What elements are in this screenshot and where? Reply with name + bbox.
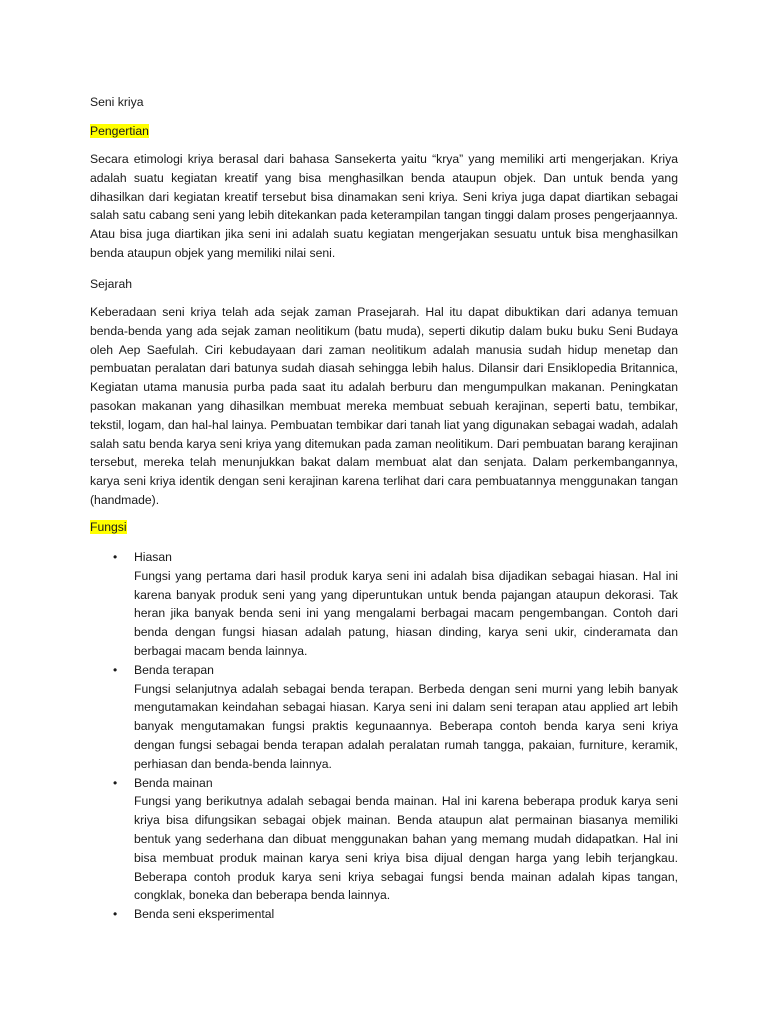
fungsi-bullet-list [90,548,678,924]
bullet-icon: • [113,662,118,677]
list-item [90,548,678,661]
section-heading-fungsi [90,518,127,536]
list-item-title: Hiasan [134,550,172,564]
list-item-text: Fungsi yang berikutnya adalah sebagai benda mainan. Hal ini karena beberapa produk karya seni kriya bisa difungsikan sebagai objek mainan. Benda ataupun alat permainan biasanya memiliki bentuk yang sederhana dan dibuat menggunakan bahan yang memang mudah didapatkan. Hal ini bisa membuat produk mainan karya seni kriya bisa dijual dengan harga yang lebih terjangkau. Beberapa contoh produk karya seni kriya sebagai fungsi benda mainan adalah kipas tangan, congklak, boneka dan beberapa benda lainnya. [134,794,678,903]
list-item-title: Benda terapan [134,662,214,677]
list-item-title: Benda seni eksperimental [134,907,275,922]
paragraph-pengertian: Secara etimologi kriya berasal dari bahasa Sansekerta yaitu “krya” yang memiliki arti mengerjakan. Kriya adalah suatu kegiatan kreatif yang bisa menghasilkan benda ataupun objek. Dan untuk benda yang dihasilkan dari kegiatan kreatif tersebut bisa dinamakan seni kriya. Seni kriya juga dapat diartikan sebagai salah satu cabang seni yang lebih ditekankan pada keterampilan tangan tinggi dalam proses pengerjaannya. Atau bisa juga diartikan jika seni ini adalah suatu kegiatan mengerjakan sesuatu untuk bisa menghasilkan benda ataupun objek yang memiliki nilai seni. [90,152,678,260]
list-item-text: Fungsi yang pertama dari hasil produk karya seni ini adalah bisa dijadikan sebagai hiasan. Hal ini karena banyak produk seni yang yang diperuntukan untuk benda pajangan ataupun dekorasi. Tak heran jika banyak benda seni ini yang mengalami berbagai macam pengembangan. Contoh dari benda dengan fungsi hiasan adalah patung, hiasan dinding, karya seni ukir, cinderamata dan berbagai macam benda lainnya. [134,568,678,658]
list-item-text: Fungsi selanjutnya adalah sebagai benda terapan. Berbeda dengan seni murni yang lebih banyak mengutamakan keindahan sebagai hiasan. Karya seni ini dalam seni terapan atau applied art lebih banyak mengutamakan fungsi praktis kegunaannya. Beberapa contoh benda karya seni kriya dengan fungsi sebagai benda terapan adalah peralatan rumah tangga, pakaian, furniture, keramik, perhiasan dan benda-benda lainnya. [134,681,678,771]
section-heading-sejarah: Sejarah [90,277,133,291]
list-item [90,774,678,906]
bullet-icon: • [113,550,118,564]
list-item [90,905,678,924]
heading-highlight: Fungsi [90,520,127,534]
section-heading-pengertian [90,122,149,140]
list-item [90,661,678,774]
document-title: Seni kriya [90,95,144,109]
bullet-icon: • [113,907,118,922]
list-item-title: Benda mainan [134,775,213,790]
heading-highlight: Pengertian [90,124,149,138]
paragraph-sejarah: Keberadaan seni kriya telah ada sejak zaman Prasejarah. Hal itu dapat dibuktikan dari adanya temuan benda-benda yang ada sejak zaman neolitikum (batu muda), seperti dikutip dalam buku buku Seni Budaya oleh Aep Saefulah. Ciri kebudayaan dari zaman neolitikum adalah manusia sudah hidup menetap dan pembuatan peralatan dari batunya sudah diasah sehingga lebih halus. Dilansir dari Ensiklopedia Britannica, Kegiatan utama manusia purba pada saat itu adalah berburu dan mengumpulkan makanan. Peningkatan pasokan makanan yang dihasilkan membuat mereka membuat sebuah kerajinan, seperti batu, tembikar, tekstil, logam, dan hal-hal lainya. Pembuatan tembikar dari tanah liat yang digunakan sebagai wadah, adalah salah satu benda karya seni kriya yang ditemukan pada zaman neolitikum. Dari pembuatan barang kerajinan tersebut, mereka telah menunjukkan bakat dalam membuat alat dan senjata. Dalam perkembangannya, karya seni kriya identik dengan seni kerajinan karena terlihat dari cara pembuatannya menggunakan tangan (handmade). [90,305,678,507]
bullet-icon: • [113,775,118,790]
